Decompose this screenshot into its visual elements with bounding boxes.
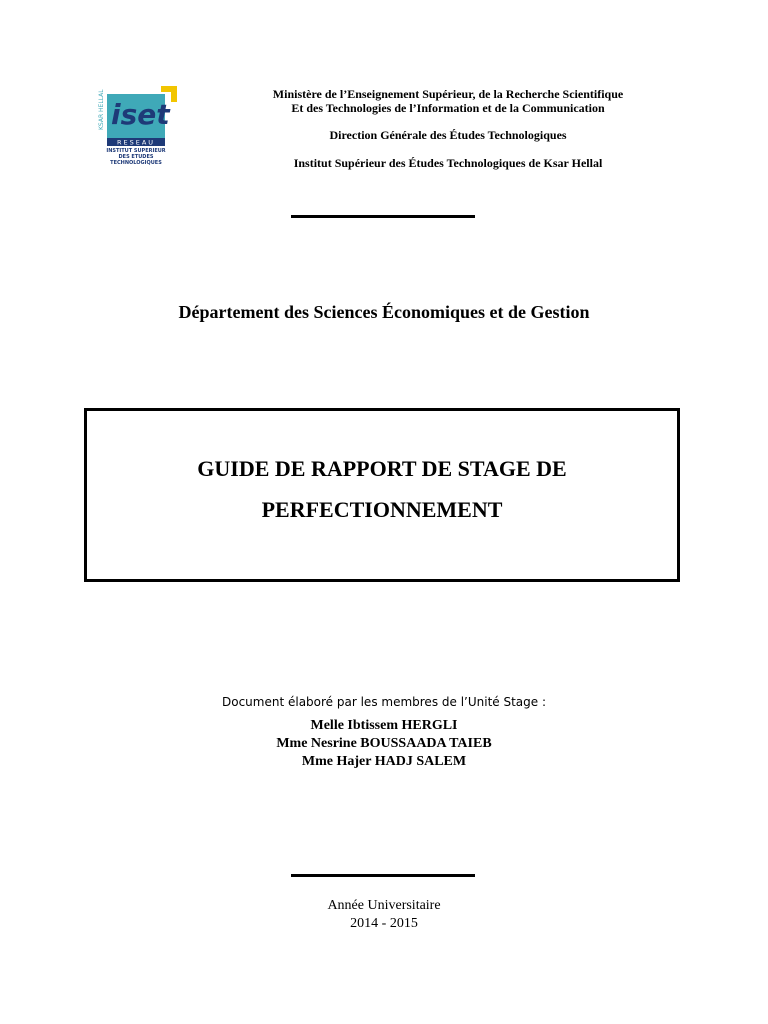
academic-year bbox=[0, 897, 768, 933]
logo-caption-line: TECHNOLOGIQUES bbox=[110, 160, 162, 166]
ministry-line: Ministère de l’Enseignement Supérieur, de la Recherche Scientifique bbox=[272, 87, 624, 101]
direction-heading: Direction Générale des Études Technologiques bbox=[329, 128, 567, 142]
ministry-heading bbox=[236, 87, 660, 115]
author-name: Mme Nesrine BOUSSAADA TAIEB bbox=[276, 736, 492, 751]
document-title-line: GUIDE DE RAPPORT DE STAGE DE bbox=[197, 456, 567, 481]
title-box bbox=[84, 408, 680, 582]
iset-logo bbox=[95, 86, 181, 168]
logo-vertical-text bbox=[98, 89, 105, 130]
bottom-divider bbox=[291, 874, 475, 877]
authors-intro: Document élaboré par les membres de l’Unité Stage : bbox=[222, 695, 546, 709]
logo-caption-line: INSTITUT SUPERIEUR bbox=[106, 148, 166, 154]
department-title: Département des Sciences Économiques et de Gestion bbox=[178, 302, 590, 322]
academic-year-label: Année Universitaire bbox=[327, 898, 441, 913]
author-name: Mme Hajer HADJ SALEM bbox=[301, 754, 467, 769]
logo-caption-line: DES ETUDES bbox=[118, 154, 154, 160]
ministry-line: Et des Technologies de l’Information et de la Communication bbox=[291, 101, 605, 115]
document-title-line: PERFECTIONNEMENT bbox=[261, 497, 503, 522]
logo-mark: iset bbox=[111, 98, 170, 131]
institute-heading: Institut Supérieur des Études Technologiques de Ksar Hellal bbox=[293, 156, 603, 170]
academic-year-value: 2014 - 2015 bbox=[350, 916, 418, 931]
logo-reseau: RESEAU bbox=[116, 138, 156, 147]
svg-text:KSAR HELLAL: KSAR HELLAL bbox=[98, 89, 105, 130]
authors-list bbox=[0, 717, 768, 771]
author-name: Melle Ibtissem HERGLI bbox=[310, 718, 458, 733]
top-divider bbox=[291, 215, 475, 218]
